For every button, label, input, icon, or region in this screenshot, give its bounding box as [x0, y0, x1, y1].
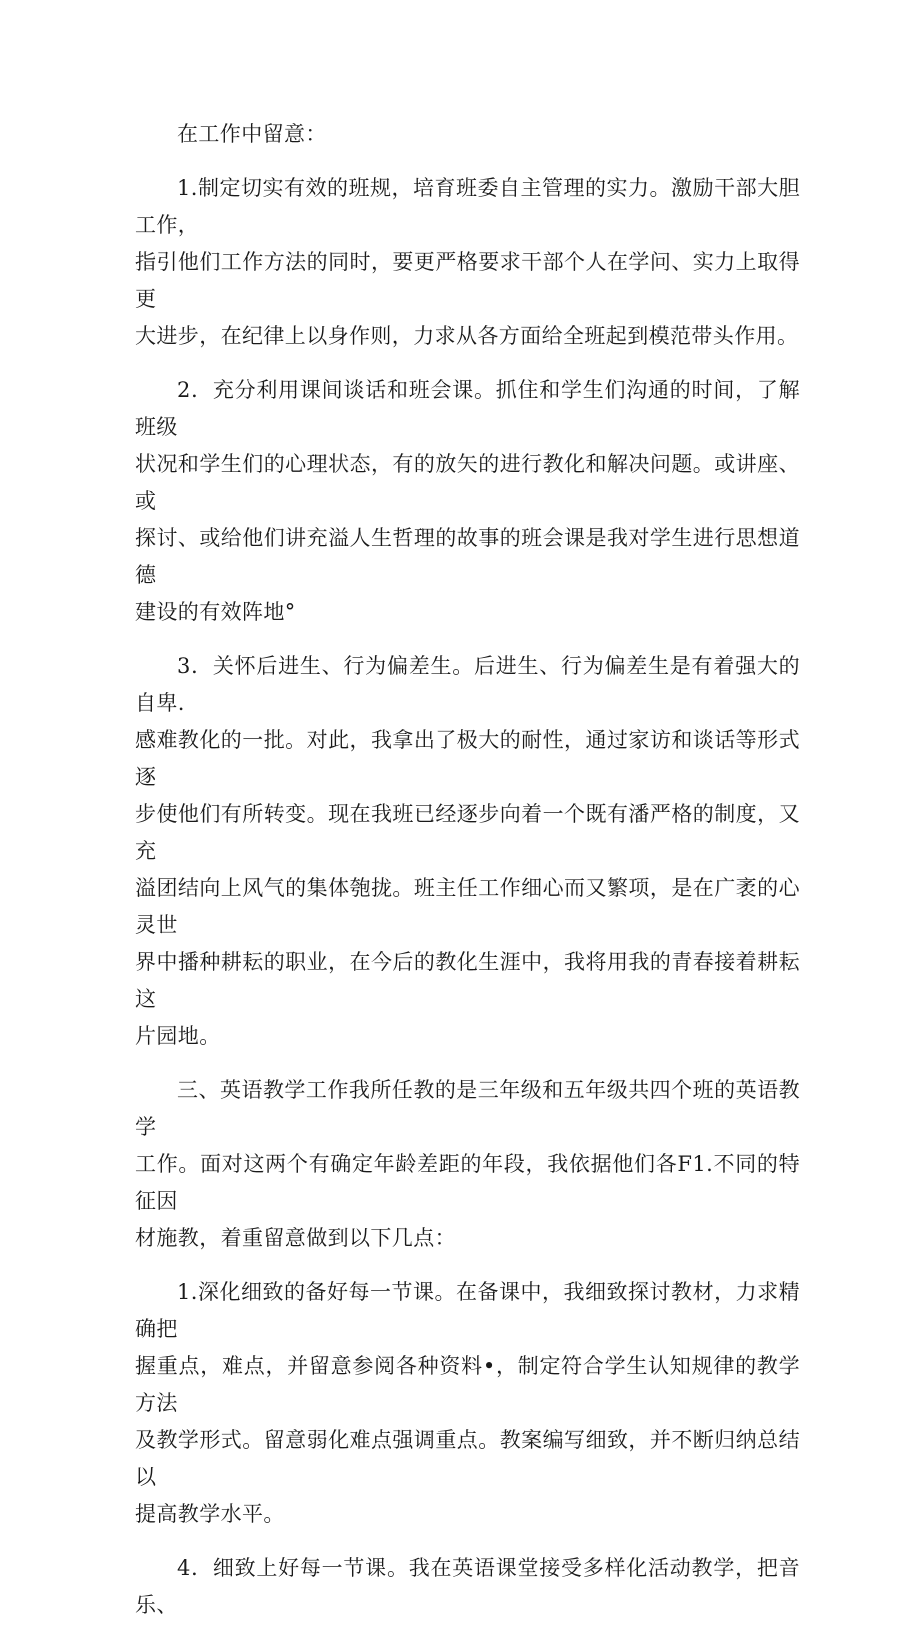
paragraph-classroom-teaching: 4．细致上好每一节课。我在英语课堂接受多样化活动教学，把音乐、: [135, 1556, 800, 1617]
paragraph-english-teaching: 三、英语教学工作我所任教的是三年级和五年级共四个班的英语教学 工作。面对这两个有确定年龄差距的年段，我依据他们各F1.不同的特征因 材施教，着重留意做到以下几点：: [135, 1078, 800, 1250]
document-body: [135, 116, 800, 1641]
paragraph-heading-note: 在工作中留意：: [177, 122, 327, 146]
paragraph-class-meetings: 2．充分利用课间谈话和班会课。抓住和学生们沟通的时间，了解班级 状况和学生们的心理状态，有的放矢的进行教化和解决问题。或讲座、或 探讨、或给他们讲充溢人生哲理的故事的班会课是我对学生进行思想道德 建设的有效阵地°: [135, 378, 800, 624]
paragraph-class-rules: 1.制定切实有效的班规，培育班委自主管理的实力。激励干部大胆工作， 指引他们工作方法的同时，要更严格要求干部个人在学问、实力上取得更 大进步，在纪律上以身作则，力求从各方面给全班起到模范带头作用。: [135, 176, 800, 348]
paragraph-lesson-preparation: 1.深化细致的备好每一节课。在备课中，我细致探讨教材，力求精确把 握重点，难点，并留意参阅各种资料•，制定符合学生认知规律的教学方法 及教学形式。留意弱化难点强调重点。教案编写细致，并不断归纳总结以 提高教学水平。: [135, 1280, 800, 1526]
paragraph-struggling-students: 3．关怀后进生、行为偏差生。后进生、行为偏差生是有着强大的自卑. 感难教化的一批。对此，我拿出了极大的耐性，通过家访和谈话等形式逐 步使他们有所转变。现在我班已经逐步向着一个既有潘严格的制度，又充 溢团结向上风气的集体匏拢。班主任工作细心而又繁项，是在广袤的心灵世 界中播种耕耘的职业，在今后的教化生涯中，我将用我的青春接着耕耘这 片园地。: [135, 654, 800, 1048]
